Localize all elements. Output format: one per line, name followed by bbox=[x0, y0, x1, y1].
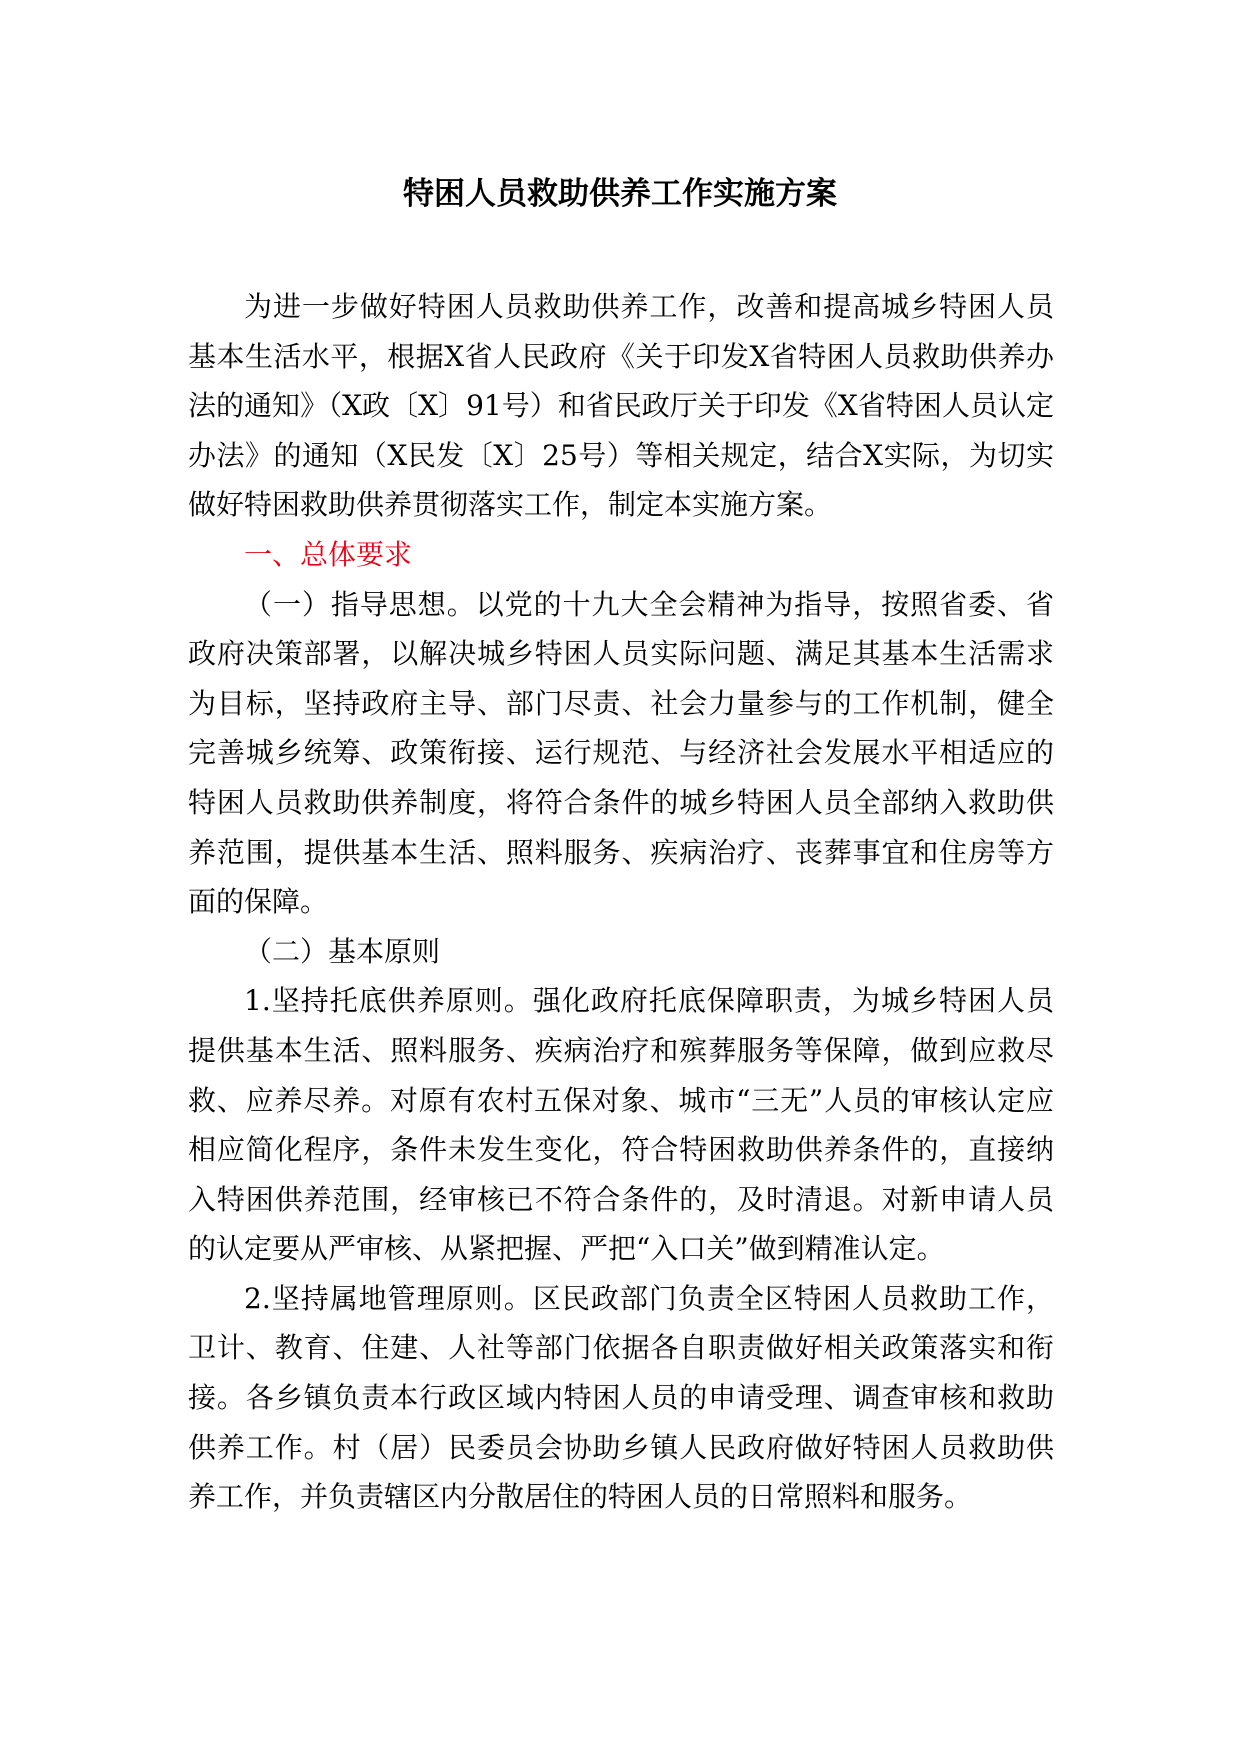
document-body bbox=[188, 282, 1054, 1522]
principle-2-paragraph: 2.坚持属地管理原则。区民政部门负责全区特困人员救助工作，卫计、教育、住建、人社等部门依据各自职责做好相关政策落实和衔接。各乡镇负责本行政区域内特困人员的申请受理、调查审核和救助供养工作。村（居）民委员会协助乡镇人民政府做好特困人员救助供养工作，并负责辖区内分散居住的特困人员的日常照料和服务。 bbox=[188, 1281, 1054, 1514]
intro-paragraph: 为进一步做好特困人员救助供养工作，改善和提高城乡特困人员基本生活水平，根据X省人民政府《关于印发X省特困人员救助供养办法的通知》（X政〔X〕91号）和省民政厅关于印发《X省特困人员认定办法》的通知（X民发〔X〕25号）等相关规定，结合X实际，为切实做好特困救助供养贯彻落实工作，制定本实施方案。 bbox=[188, 290, 1054, 522]
document-title: 特困人员救助供养工作实施方案 bbox=[403, 176, 837, 212]
section-heading-general-requirements: 一、总体要求 bbox=[244, 537, 413, 571]
guiding-thought-paragraph: （一）指导思想。以党的十九大全会精神为指导，按照省委、省政府决策部署，以解决城乡特困人员实际问题、满足其基本生活需求为目标，坚持政府主导、部门尽责、社会力量参与的工作机制，健全完善城乡统筹、政策衔接、运行规范、与经济社会发展水平相适应的特困人员救助供养制度，将符合条件的城乡特困人员全部纳入救助供养范围，提供基本生活、照料服务、疾病治疗、丧葬事宜和住房等方面的保障。 bbox=[188, 587, 1054, 919]
basic-principles-heading: （二）基本原则 bbox=[244, 934, 441, 968]
principle-1-paragraph: 1.坚持托底供养原则。强化政府托底保障职责，为城乡特困人员提供基本生活、照料服务、疾病治疗和殡葬服务等保障，做到应救尽救、应养尽养。对原有农村五保对象、城市“三无”人员的审核认定应相应简化程序，条件未发生变化，符合特困救助供养条件的，直接纳入特困供养范围，经审核已不符合条件的，及时清退。对新申请人员的认定要从严审核、从紧把握、严把“入口关”做到精准认定。 bbox=[188, 984, 1054, 1266]
